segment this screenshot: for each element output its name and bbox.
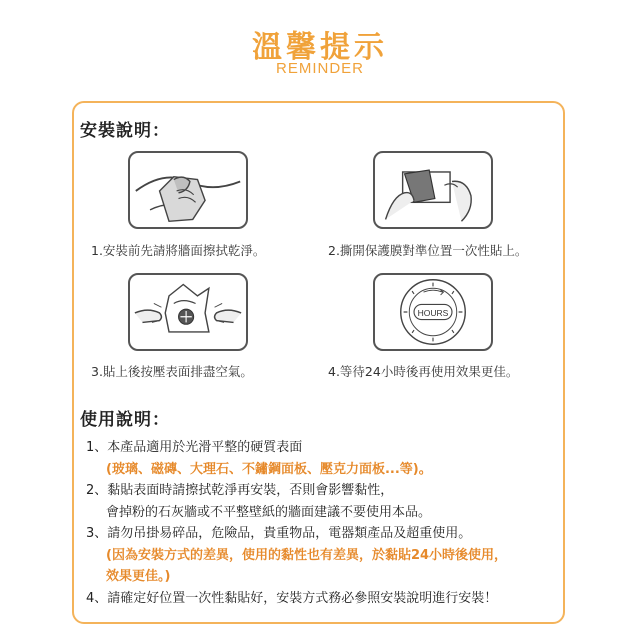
install-section-title: 安裝說明： xyxy=(80,121,170,141)
usage-item-3: 3、請勿吊掛易碎品，危險品，貴重物品，電器類產品及超重使用。 xyxy=(86,526,472,541)
hours-clock-icon xyxy=(373,273,493,351)
usage-item-1: 1、本產品適用於光滑平整的硬質表面 xyxy=(86,440,303,455)
page-subtitle: REMINDER xyxy=(275,60,364,77)
usage-item-3-note: (因為安裝方式的差異，使用的黏性也有差異，於黏貼24小時後使用， xyxy=(106,547,508,563)
usage-list xyxy=(86,437,566,609)
usage-item-2: 2、黏貼表面時請擦拭乾淨再安裝，否則會影響黏性， xyxy=(86,483,394,498)
usage-item-4: 4、請確定好位置一次性黏貼好，安裝方式務必參照安裝說明進行安裝！ xyxy=(86,590,498,606)
step-1-caption: 1.安裝前先請將牆面擦拭乾淨。 xyxy=(91,243,266,258)
usage-section-title: 使用說明： xyxy=(80,410,170,430)
page-title: 溫馨提示 xyxy=(252,30,388,65)
step-2-caption: 2.撕開保護膜對準位置一次性貼上。 xyxy=(328,243,528,258)
clock-label: HOURS xyxy=(417,307,449,318)
wipe-wall-icon xyxy=(128,151,248,229)
usage-item-3-note-cont: 效果更佳。) xyxy=(106,569,171,584)
usage-item-2-cont: 會掉粉的石灰牆或不平整壁紙的牆面建議不要使用本品。 xyxy=(106,504,432,520)
usage-item-1-note: (玻璃、磁磚、大理石、不鏽鋼面板、壓克力面板...等)。 xyxy=(106,461,432,477)
press-sticker-icon xyxy=(128,273,248,351)
step-4-caption: 4.等待24小時後再使用效果更佳。 xyxy=(328,364,519,379)
peel-film-icon xyxy=(373,151,493,229)
step-3-caption: 3.貼上後按壓表面排盡空氣。 xyxy=(91,364,253,379)
